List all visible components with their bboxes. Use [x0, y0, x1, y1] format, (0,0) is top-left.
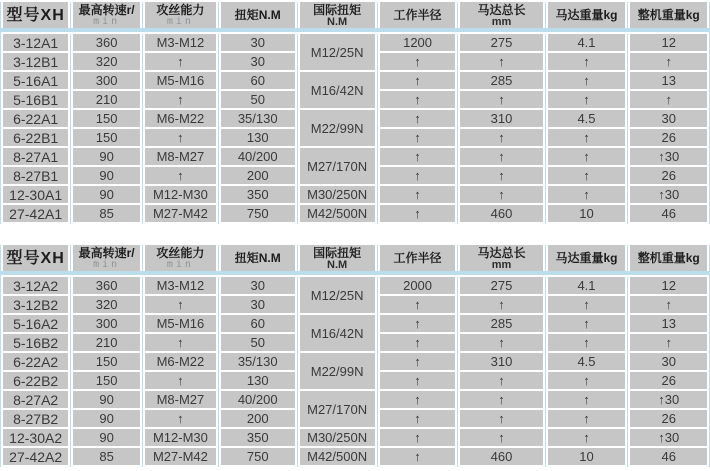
column-header-label: 型号XH	[6, 249, 65, 267]
value-cell: ↑	[458, 372, 544, 391]
value-cell: ↑	[378, 296, 458, 315]
value-cell: ↑	[143, 53, 218, 72]
column-header-unit: min	[166, 15, 194, 27]
model-cell: 5-16A2	[1, 315, 70, 334]
column-header-unit: mm	[491, 258, 512, 271]
column-header-label: 最高转速r/	[78, 245, 135, 260]
value-cell: 30	[219, 53, 297, 72]
value-cell: ↑	[458, 429, 544, 448]
value-cell: ↑	[143, 91, 218, 110]
value-cell: ↑	[143, 129, 218, 148]
value-cell: 90	[71, 167, 142, 186]
value-cell: 35/130	[219, 110, 297, 129]
value-cell: ↑	[546, 429, 628, 448]
value-cell: M12-M30	[143, 429, 218, 448]
table-row	[1, 148, 709, 167]
value-cell: 460	[458, 205, 544, 224]
value-cell: ↑	[458, 186, 544, 205]
column-header-3	[219, 245, 297, 271]
column-header-2	[143, 2, 218, 28]
model-cell: 6-22A1	[1, 110, 70, 129]
value-cell: 12	[628, 34, 709, 53]
value-cell: 10	[546, 448, 628, 467]
value-cell: 2000	[378, 277, 458, 296]
column-header-label: 国际扭矩	[313, 245, 362, 260]
value-cell: M22/99N	[298, 353, 377, 391]
value-cell: M12/25N	[298, 277, 377, 315]
column-header-0	[1, 245, 70, 271]
table-row	[1, 353, 709, 372]
value-cell: 90	[71, 148, 142, 167]
value-cell: 13	[628, 72, 709, 91]
value-cell: M22/99N	[298, 110, 377, 148]
value-cell: ↑	[143, 167, 218, 186]
value-cell: M42/500N	[298, 448, 377, 467]
value-cell: 90	[71, 429, 142, 448]
value-cell: M16/42N	[298, 72, 377, 110]
value-cell: ↑30	[628, 429, 709, 448]
value-cell: ↑	[143, 334, 218, 353]
value-cell: 46	[628, 205, 709, 224]
value-cell: ↑	[546, 148, 628, 167]
column-header-label: 扭矩N.M	[234, 7, 281, 22]
value-cell: 310	[458, 353, 544, 372]
value-cell: M27-M42	[143, 205, 218, 224]
model-cell: 12-30A1	[1, 186, 70, 205]
model-cell: 6-22B1	[1, 129, 70, 148]
value-cell: ↑	[546, 315, 628, 334]
model-cell: 3-12B2	[1, 296, 70, 315]
value-cell: 26	[628, 167, 709, 186]
value-cell: ↑	[378, 372, 458, 391]
value-cell: ↑	[546, 91, 628, 110]
column-header-unit: min	[166, 258, 194, 270]
column-header-label: 马达重量kg	[555, 250, 618, 265]
value-cell: ↑	[546, 129, 628, 148]
value-cell: 30	[628, 353, 709, 372]
column-header-5	[378, 245, 458, 271]
column-header-5	[378, 2, 458, 28]
column-header-label: 攻丝能力	[156, 2, 205, 17]
column-header-unit: min	[93, 258, 121, 270]
model-cell: 5-16A1	[1, 72, 70, 91]
value-cell: ↑30	[628, 391, 709, 410]
column-header-4	[298, 245, 377, 271]
value-cell: M30/250N	[298, 429, 377, 448]
value-cell: 60	[219, 315, 297, 334]
value-cell: ↑	[628, 91, 709, 110]
value-cell: 750	[219, 448, 297, 467]
table-gap	[0, 224, 710, 245]
table-row	[1, 34, 709, 53]
value-cell: ↑	[546, 372, 628, 391]
value-cell: ↑	[628, 296, 709, 315]
table-row	[1, 315, 709, 334]
value-cell: 275	[458, 277, 544, 296]
value-cell: ↑	[378, 410, 458, 429]
value-cell: 360	[71, 34, 142, 53]
column-header-unit: N.M	[327, 258, 348, 271]
value-cell: ↑	[378, 110, 458, 129]
model-cell: 3-12B1	[1, 53, 70, 72]
value-cell: M6-M22	[143, 110, 218, 129]
column-header-label: 国际扭矩	[313, 2, 362, 17]
value-cell: 1200	[378, 34, 458, 53]
value-cell: M12-M30	[143, 186, 218, 205]
value-cell: 90	[71, 391, 142, 410]
column-header-unit: mm	[491, 15, 512, 28]
value-cell: 200	[219, 410, 297, 429]
spec-table-a1-series	[0, 2, 710, 224]
value-cell: ↑	[378, 448, 458, 467]
column-header-label: 马达总长	[477, 2, 526, 17]
value-cell: 310	[458, 110, 544, 129]
value-cell: 150	[71, 372, 142, 391]
value-cell: ↑	[143, 372, 218, 391]
value-cell: ↑	[378, 353, 458, 372]
column-header-unit: N.M	[327, 15, 348, 28]
value-cell: ↑	[143, 410, 218, 429]
value-cell: 150	[71, 129, 142, 148]
value-cell: M8-M27	[143, 391, 218, 410]
value-cell: 90	[71, 186, 142, 205]
value-cell: ↑	[628, 334, 709, 353]
value-cell: 150	[71, 353, 142, 372]
model-cell: 6-22A2	[1, 353, 70, 372]
model-cell: 3-12A1	[1, 34, 70, 53]
value-cell: 300	[71, 315, 142, 334]
value-cell: 30	[219, 296, 297, 315]
column-header-label: 工作半径	[393, 250, 442, 265]
model-cell: 3-12A2	[1, 277, 70, 296]
column-header-8	[628, 2, 709, 28]
value-cell: 85	[71, 448, 142, 467]
column-header-label: 扭矩N.M	[234, 250, 281, 265]
value-cell: ↑30	[628, 148, 709, 167]
column-header-2	[143, 245, 218, 271]
value-cell: 26	[628, 410, 709, 429]
value-cell: 10	[546, 205, 628, 224]
value-cell: 4.1	[546, 277, 628, 296]
model-cell: 8-27B2	[1, 410, 70, 429]
value-cell: ↑	[378, 129, 458, 148]
column-header-unit: min	[93, 15, 121, 27]
column-header-label: 马达总长	[477, 245, 526, 260]
value-cell: 50	[219, 334, 297, 353]
column-header-3	[219, 2, 297, 28]
value-cell: M5-M16	[143, 315, 218, 334]
value-cell: ↑	[546, 391, 628, 410]
table-row	[1, 448, 709, 467]
value-cell: ↑	[458, 148, 544, 167]
model-cell: 5-16B2	[1, 334, 70, 353]
value-cell: M16/42N	[298, 315, 377, 353]
model-cell: 8-27B1	[1, 167, 70, 186]
value-cell: M27/170N	[298, 148, 377, 186]
value-cell: 26	[628, 129, 709, 148]
model-cell: 12-30A2	[1, 429, 70, 448]
value-cell: ↑	[546, 410, 628, 429]
value-cell: ↑	[378, 91, 458, 110]
table-row	[1, 205, 709, 224]
value-cell: M3-M12	[143, 34, 218, 53]
value-cell: ↑	[143, 296, 218, 315]
value-cell: 210	[71, 91, 142, 110]
value-cell: 320	[71, 296, 142, 315]
value-cell: ↑	[628, 53, 709, 72]
value-cell: ↑	[458, 296, 544, 315]
value-cell: 40/200	[219, 148, 297, 167]
value-cell: ↑	[378, 429, 458, 448]
table-row	[1, 110, 709, 129]
column-header-label: 马达重量kg	[555, 7, 618, 22]
value-cell: M3-M12	[143, 277, 218, 296]
value-cell: M12/25N	[298, 34, 377, 72]
value-cell: ↑	[378, 315, 458, 334]
column-header-7	[546, 245, 628, 271]
column-header-label: 攻丝能力	[156, 245, 205, 260]
value-cell: ↑	[378, 205, 458, 224]
value-cell: 150	[71, 110, 142, 129]
column-header-1	[71, 245, 142, 271]
value-cell: ↑	[378, 72, 458, 91]
value-cell: 320	[71, 53, 142, 72]
value-cell: M5-M16	[143, 72, 218, 91]
value-cell: ↑	[378, 148, 458, 167]
table-row	[1, 186, 709, 205]
value-cell: 300	[71, 72, 142, 91]
spec-table-a2-series	[0, 245, 710, 467]
value-cell: 35/130	[219, 353, 297, 372]
value-cell: ↑	[458, 391, 544, 410]
value-cell: 210	[71, 334, 142, 353]
value-cell: 130	[219, 129, 297, 148]
value-cell: 30	[628, 110, 709, 129]
value-cell: ↑	[378, 167, 458, 186]
column-header-label: 整机重量kg	[637, 7, 700, 22]
value-cell: ↑	[458, 334, 544, 353]
table-row	[1, 72, 709, 91]
value-cell: 285	[458, 72, 544, 91]
value-cell: M42/500N	[298, 205, 377, 224]
table-row	[1, 277, 709, 296]
model-cell: 6-22B2	[1, 372, 70, 391]
column-header-8	[628, 245, 709, 271]
value-cell: 4.1	[546, 34, 628, 53]
value-cell: ↑	[378, 334, 458, 353]
header-row	[1, 245, 709, 271]
value-cell: 26	[628, 372, 709, 391]
value-cell: 30	[219, 277, 297, 296]
value-cell: ↑30	[628, 186, 709, 205]
value-cell: 360	[71, 277, 142, 296]
value-cell: M27-M42	[143, 448, 218, 467]
value-cell: 60	[219, 72, 297, 91]
value-cell: ↑	[378, 53, 458, 72]
value-cell: ↑	[458, 410, 544, 429]
column-header-4	[298, 2, 377, 28]
value-cell: ↑	[546, 53, 628, 72]
value-cell: ↑	[546, 72, 628, 91]
model-cell: 27-42A1	[1, 205, 70, 224]
value-cell: 460	[458, 448, 544, 467]
value-cell: M30/250N	[298, 186, 377, 205]
model-cell: 5-16B1	[1, 91, 70, 110]
value-cell: 30	[219, 34, 297, 53]
value-cell: 90	[71, 410, 142, 429]
column-header-1	[71, 2, 142, 28]
value-cell: 13	[628, 315, 709, 334]
model-cell: 8-27A2	[1, 391, 70, 410]
value-cell: ↑	[546, 334, 628, 353]
table-row	[1, 429, 709, 448]
column-header-label: 型号XH	[6, 6, 65, 24]
value-cell: 350	[219, 429, 297, 448]
model-cell: 8-27A1	[1, 148, 70, 167]
column-header-6	[458, 2, 544, 28]
value-cell: 200	[219, 167, 297, 186]
column-header-6	[458, 245, 544, 271]
column-header-7	[546, 2, 628, 28]
value-cell: 4.5	[546, 353, 628, 372]
value-cell: 50	[219, 91, 297, 110]
value-cell: 350	[219, 186, 297, 205]
value-cell: M27/170N	[298, 391, 377, 429]
model-cell: 27-42A2	[1, 448, 70, 467]
value-cell: 285	[458, 315, 544, 334]
column-header-label: 工作半径	[393, 7, 442, 22]
value-cell: 275	[458, 34, 544, 53]
value-cell: ↑	[458, 167, 544, 186]
value-cell: 85	[71, 205, 142, 224]
value-cell: ↑	[546, 167, 628, 186]
column-header-label: 整机重量kg	[637, 250, 700, 265]
value-cell: ↑	[378, 186, 458, 205]
value-cell: 750	[219, 205, 297, 224]
value-cell: M6-M22	[143, 353, 218, 372]
value-cell: 46	[628, 448, 709, 467]
value-cell: ↑	[458, 91, 544, 110]
value-cell: 12	[628, 277, 709, 296]
header-row	[1, 2, 709, 28]
column-header-0	[1, 2, 70, 28]
value-cell: M8-M27	[143, 148, 218, 167]
value-cell: ↑	[546, 186, 628, 205]
value-cell: 40/200	[219, 391, 297, 410]
value-cell: ↑	[458, 129, 544, 148]
column-header-label: 最高转速r/	[78, 2, 135, 17]
value-cell: ↑	[546, 296, 628, 315]
value-cell: ↑	[378, 391, 458, 410]
value-cell: 4.5	[546, 110, 628, 129]
value-cell: ↑	[458, 53, 544, 72]
value-cell: 130	[219, 372, 297, 391]
table-row	[1, 391, 709, 410]
